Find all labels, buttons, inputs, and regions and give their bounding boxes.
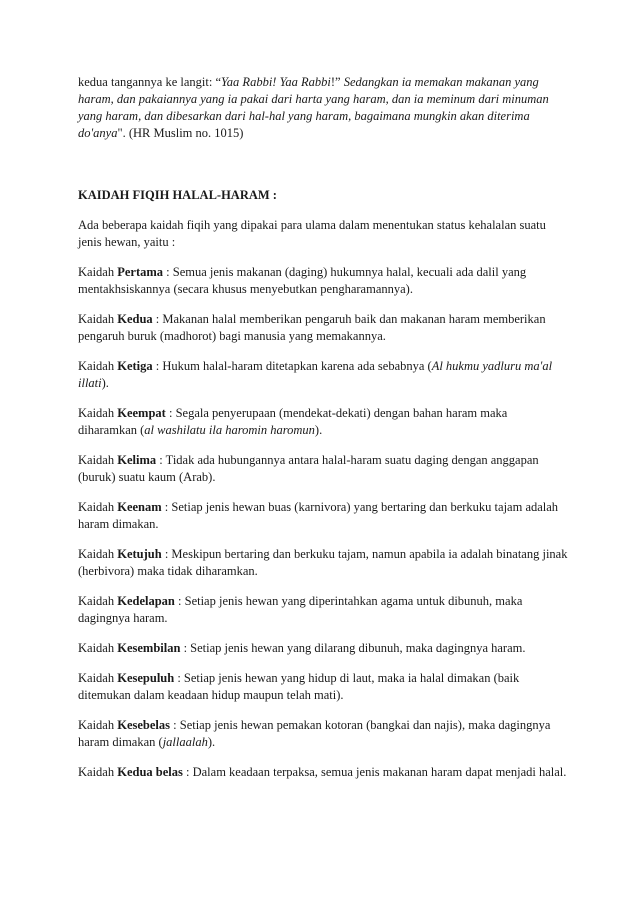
- text-run: Kaidah: [78, 641, 118, 655]
- rule-ordinal-label: Keenam: [117, 500, 162, 514]
- section-heading: [78, 187, 568, 204]
- kaidah-pertama: [78, 264, 568, 298]
- text-run: : Dalam keadaan terpaksa, semua jenis makanan haram dapat menjadi halal.: [182, 765, 567, 779]
- document-page: [78, 74, 568, 781]
- text-run: Kaidah: [78, 453, 118, 467]
- italic-text: jallaalah: [162, 735, 208, 749]
- kaidah-kedelapan: [78, 593, 568, 627]
- kaidah-ketujuh: [78, 546, 568, 580]
- kaidah-kesembilan: [78, 640, 568, 657]
- rule-ordinal-label: Ketujuh: [117, 547, 162, 561]
- text-run: kedua tangannya ke langit: “: [78, 75, 221, 89]
- text-run: Kaidah: [78, 406, 118, 420]
- text-run: : Setiap jenis hewan buas (karnivora) yang bertaring dan berkuku tajam adalah haram dimakan.: [78, 500, 559, 531]
- kaidah-kedua: [78, 311, 568, 345]
- kaidah-ketiga: [78, 358, 568, 392]
- text-run: : Meskipun bertaring dan berkuku tajam, namun apabila ia adalah binatang jinak (herbivora) maka tidak diharamkan.: [78, 547, 568, 578]
- text-run: : Setiap jenis hewan yang hidup di laut, maka ia halal dimakan (baik ditemukan dalam keadaan hidup maupun telah mati).: [78, 671, 520, 702]
- kaidah-kesepuluh: [78, 670, 568, 704]
- text-run: Kaidah: [78, 671, 118, 685]
- text-run: ". (HR Muslim no. 1015): [117, 126, 244, 140]
- text-run: Kaidah: [78, 312, 118, 326]
- rule-ordinal-label: Kedua belas: [117, 765, 183, 779]
- rule-ordinal-label: Kesebelas: [117, 718, 171, 732]
- kaidah-kesebelas: [78, 717, 568, 751]
- kaidah-kelima: [78, 452, 568, 486]
- text-run: ).: [314, 423, 323, 437]
- italic-text: Sedangkan ia memakan makanan yang haram, dan pakaiannya yang ia pakai dari harta yang haram, dan ia meminum dari minuman yang haram, dan dibesarkan dari hal-hal yang haram, bagaimana mungkin akan diterima do'anya: [78, 75, 549, 140]
- rule-ordinal-label: Pertama: [117, 265, 164, 279]
- kaidah-kedua-belas: [78, 764, 568, 781]
- text-run: Kaidah: [78, 359, 118, 373]
- rule-ordinal-label: Kesembilan: [117, 641, 181, 655]
- text-run: Ada beberapa kaidah fiqih yang dipakai para ulama dalam menentukan status kehalalan suatu jenis hewan, yaitu :: [78, 218, 546, 249]
- text-run: Kaidah: [78, 500, 118, 514]
- text-run: : Tidak ada hubungannya antara halal-haram suatu daging dengan anggapan (buruk) suatu kaum (Arab).: [78, 453, 539, 484]
- kaidah-keenam: [78, 499, 568, 533]
- text-run: ).: [207, 735, 216, 749]
- rule-ordinal-label: Kedelapan: [117, 594, 175, 608]
- rule-ordinal-label: Kelima: [117, 453, 157, 467]
- rule-ordinal-label: Kedua: [117, 312, 153, 326]
- text-run: : Setiap jenis hewan pemakan kotoran (bangkai dan najis), maka dagingnya haram dimakan (: [78, 718, 551, 749]
- italic-text: al washilatu ila haromin haromun: [144, 423, 315, 437]
- text-run: !”: [330, 75, 344, 89]
- text-run: Kaidah: [78, 594, 118, 608]
- text-run: ).: [101, 376, 109, 390]
- kaidah-keempat: [78, 405, 568, 439]
- text-run: : Setiap jenis hewan yang diperintahkan agama untuk dibunuh, maka dagingnya haram.: [78, 594, 523, 625]
- text-run: Kaidah: [78, 547, 118, 561]
- italic-text: Yaa Rabbi! Yaa Rabbi: [221, 75, 331, 89]
- rule-ordinal-label: Keempat: [117, 406, 166, 420]
- text-run: : Segala penyerupaan (mendekat-dekati) dengan bahan haram maka diharamkan (: [78, 406, 508, 437]
- text-run: : Hukum halal-haram ditetapkan karena ada sebabnya (: [152, 359, 432, 373]
- rule-ordinal-label: Kesepuluh: [117, 671, 175, 685]
- text-run: Kaidah: [78, 765, 118, 779]
- text-run: : Makanan halal memberikan pengaruh baik dan makanan haram memberikan pengaruh buruk (madhorot) bagi manusia yang memakannya.: [78, 312, 546, 343]
- text-run: Kaidah: [78, 718, 118, 732]
- text-run: : Semua jenis makanan (daging) hukumnya halal, kecuali ada dalil yang mentakhsiskannya (secara khusus menyebutkan pengharamannya).: [78, 265, 527, 296]
- text-run: : Setiap jenis hewan yang dilarang dibunuh, maka dagingnya haram.: [180, 641, 526, 655]
- intro-paragraph: [78, 217, 568, 251]
- rule-ordinal-label: Ketiga: [117, 359, 153, 373]
- hadith-quote-paragraph: [78, 74, 568, 142]
- text-run: Kaidah: [78, 265, 118, 279]
- text-run: KAIDAH FIQIH HALAL-HARAM :: [78, 188, 277, 202]
- italic-text: Al hukmu yadluru ma'al illati: [78, 359, 553, 390]
